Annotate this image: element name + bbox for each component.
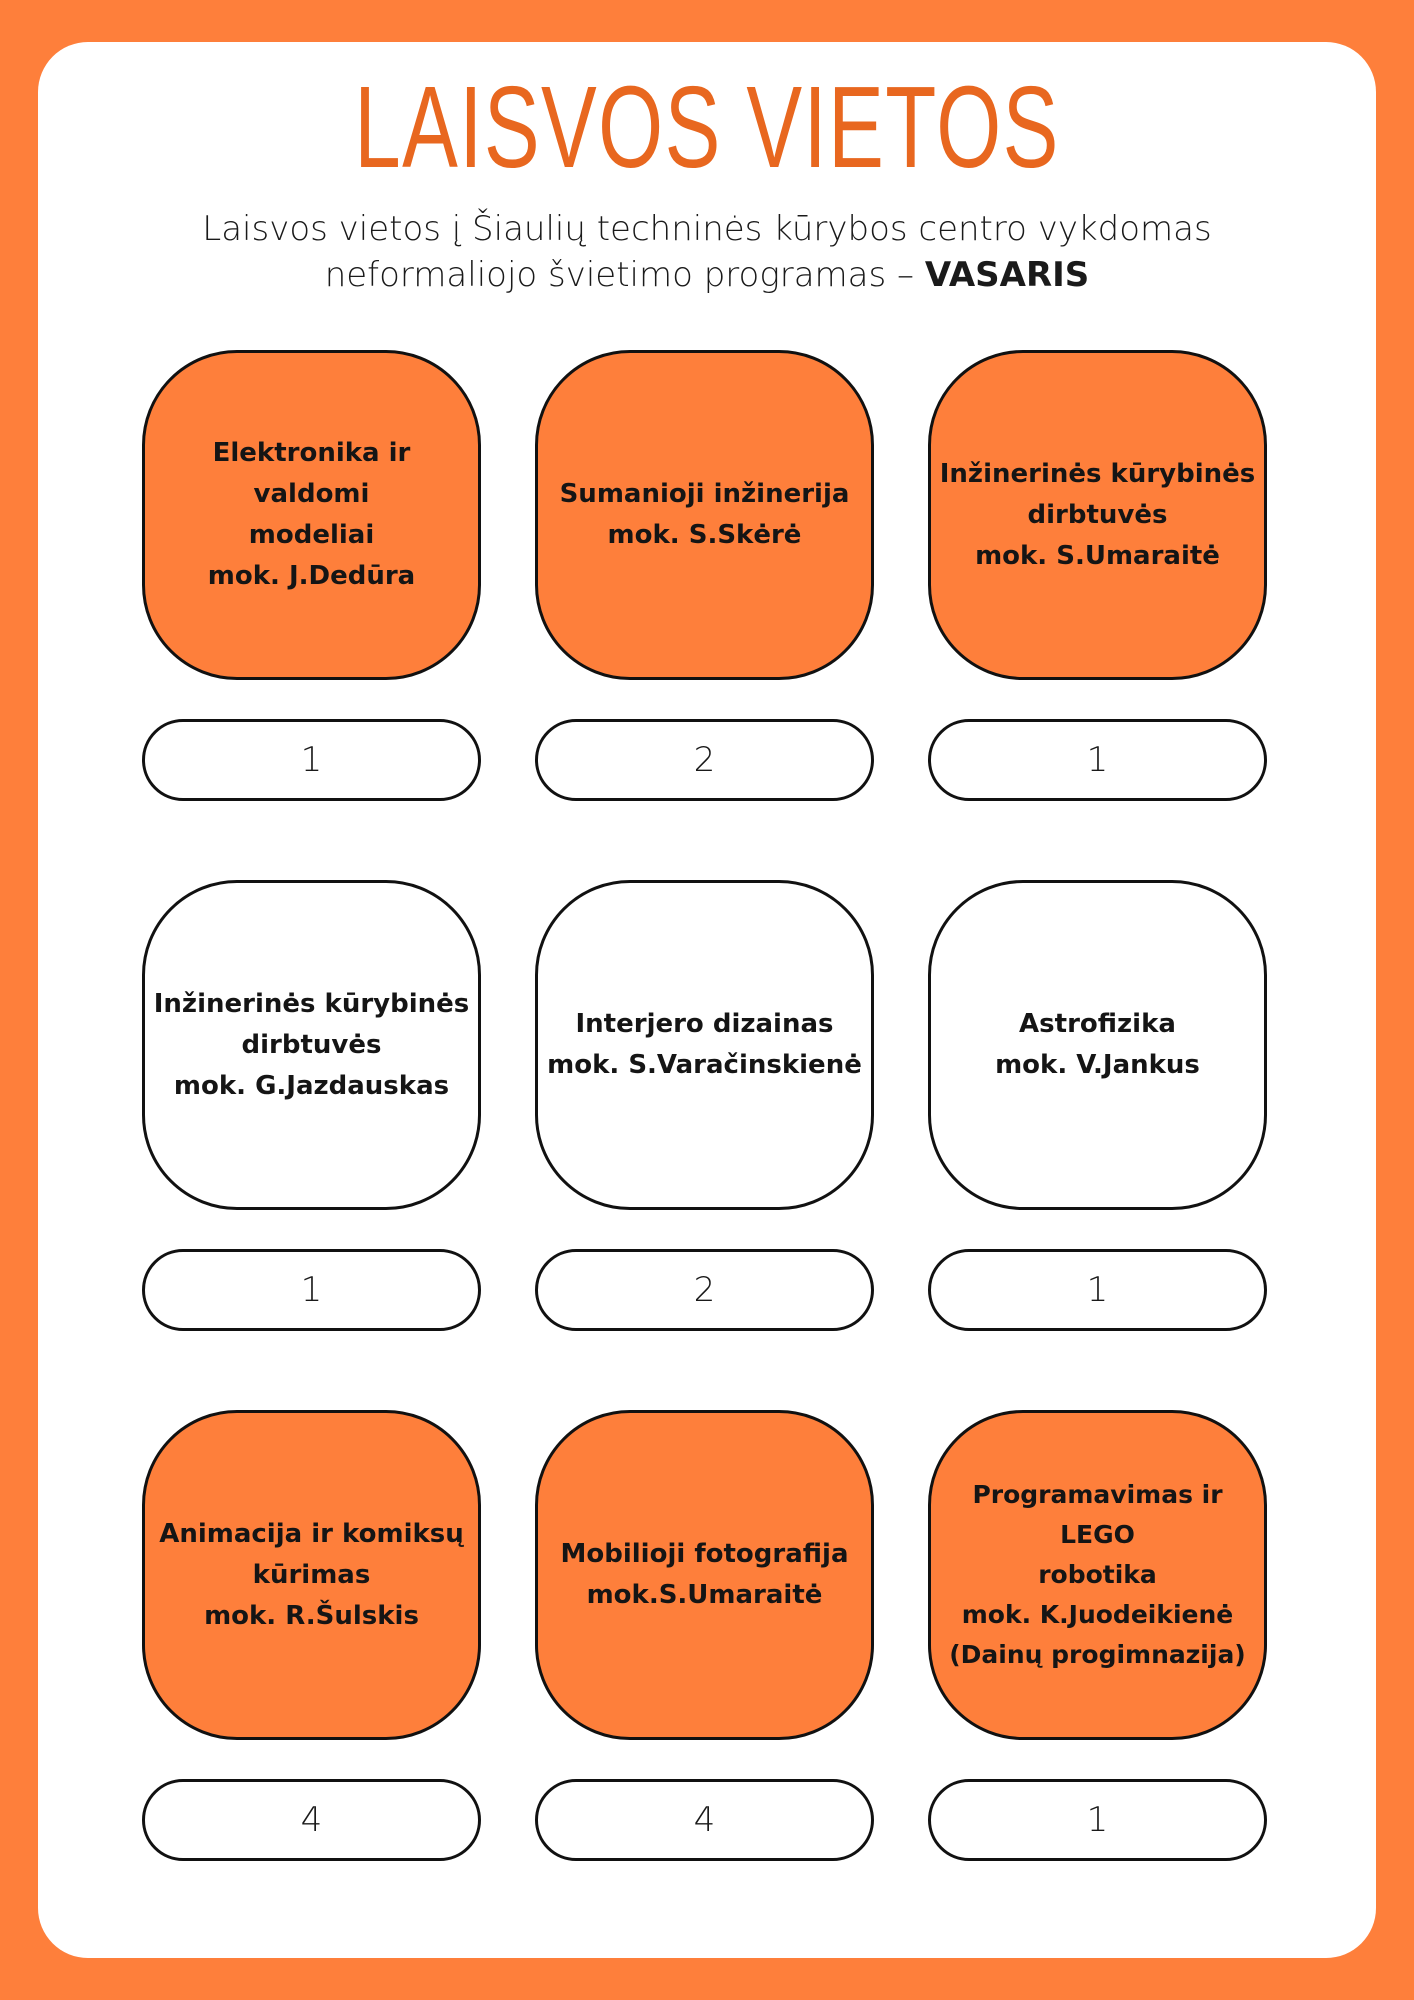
poster-title: LAISVOS VIETOS (354, 62, 1060, 192)
program-card (928, 350, 1267, 680)
subtitle-line-2: neformaliojo švietimo programas – (324, 255, 925, 295)
program-card (142, 880, 481, 1210)
program-card-text: Animacija ir komiksų kūrimas mok. R.Šulskis (159, 1518, 464, 1631)
program-card (142, 350, 481, 680)
seats-count: 1 (928, 719, 1267, 801)
program-card (142, 1410, 481, 1740)
poster-subtitle (100, 206, 1314, 298)
program-card-text: Programavimas ir LEGO robotika mok. K.Juodeikienė (Dainų progimnazija) (949, 1480, 1246, 1669)
program-card-text: Inžinerinės kūrybinės dirbtuvės mok. G.Jazdauskas (153, 988, 470, 1101)
seats-count: 1 (928, 1779, 1267, 1861)
program-card-text: Sumanioji inžinerija mok. S.Skėrė (559, 479, 850, 550)
seats-count: 2 (535, 719, 874, 801)
program-card-text: Elektronika ir valdomi modeliai mok. J.Dedūra (207, 438, 416, 591)
program-card-text: Mobilioji fotografija mok.S.Umaraitė (560, 1539, 849, 1610)
subtitle-line-1: Laisvos vietos į Šiaulių techninės kūrybos centro vykdomas (202, 209, 1212, 249)
seats-count: 2 (535, 1249, 874, 1331)
program-card (535, 880, 874, 1210)
program-card-text: Inžinerinės kūrybinės dirbtuvės mok. S.Umaraitė (939, 458, 1256, 571)
seats-count: 4 (535, 1779, 874, 1861)
subtitle-month: VASARIS (924, 255, 1090, 295)
program-card-text: Interjero dizainas mok. S.Varačinskienė (547, 1009, 862, 1080)
seats-count: 1 (142, 1249, 481, 1331)
program-card (535, 1410, 874, 1740)
program-card (928, 880, 1267, 1210)
program-card-text: Astrofizika mok. V.Jankus (995, 1009, 1200, 1080)
seats-count: 1 (142, 719, 481, 801)
seats-count: 1 (928, 1249, 1267, 1331)
program-card (928, 1410, 1267, 1740)
seats-count: 4 (142, 1779, 481, 1861)
program-card (535, 350, 874, 680)
